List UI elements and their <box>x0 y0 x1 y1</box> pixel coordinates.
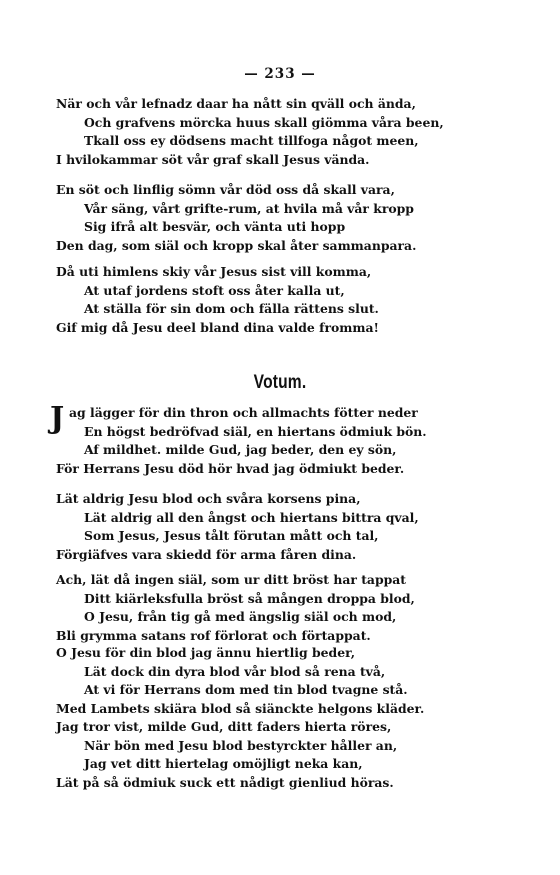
section-heading: Votum. <box>253 372 307 393</box>
verse-line: Jag tror vist, milde Gud, ditt faders hierta röres, <box>56 719 392 734</box>
stanza-top-3 <box>56 263 526 337</box>
stanza-bottom-5 <box>56 718 526 792</box>
verse-line: En högst bedröfvad siäl, en hiertans ödmiuk bön. <box>84 423 427 439</box>
verse-line: At vi för Herrans dom med tin blod tvagne stå. <box>84 682 408 698</box>
verse-line: Med Lambets skiära blod så siänckte helgons kläder. <box>56 700 425 716</box>
verse-line: Vår säng, vårt grifte-rum, at hvila må vår kropp <box>84 200 414 216</box>
drop-cap: J <box>50 401 65 436</box>
verse-line: Lät aldrig Jesu blod och svåra korsens pina, <box>56 491 361 506</box>
verse-line: Lät dock din dyra blod vår blod så rena två, <box>84 663 386 679</box>
verse-line: En söt och linflig sömn vår död oss då skall vara, <box>56 182 395 197</box>
stanza-bottom-2 <box>56 490 526 564</box>
verse-line: I hvilokammar söt vår graf skall Jesus vända. <box>56 151 370 167</box>
verse-line: Den dag, som siäl och kropp skal åter sammanpara. <box>56 237 417 253</box>
verse-line: Lät aldrig all den ångst och hiertans bittra qval, <box>84 509 419 525</box>
verse-line: Då uti himlens skiy vår Jesus sist vill komma, <box>56 264 372 279</box>
stanza-top-2 <box>56 181 526 255</box>
stanza-bottom-3 <box>56 571 526 645</box>
verse-line: Gif mig då Jesu deel bland dina valde fromma! <box>56 319 379 335</box>
verse-line: At utaf jordens stoft oss åter kalla ut, <box>84 282 345 298</box>
verse-line: Sig ifrå alt besvär, och vänta uti hopp <box>84 219 346 235</box>
verse-line: För Herrans Jesu död hör hvad jag ödmiukt beder. <box>56 460 405 476</box>
verse-line: ag lägger för din thron och allmachts fötter neder <box>69 405 418 420</box>
verse-line: Ditt kiärleksfulla bröst så mången droppa blod, <box>84 590 415 606</box>
verse-line: Ach, lät då ingen siäl, som ur ditt bröst har tappat <box>56 572 407 587</box>
verse-line: När och vår lefnadz daar ha nått sin qväll och ända, <box>56 96 416 111</box>
verse-line: Bli grymma satans rof förlorat och förtappat. <box>56 627 371 643</box>
verse-line: Förgiäfves vara skiedd för arma fåren dina. <box>56 546 357 562</box>
verse-line: Och grafvens mörcka huus skall giömma våra been, <box>84 114 444 130</box>
verse-line: O Jesu för din blod jag ännu hiertlig beder, <box>56 645 356 660</box>
verse-line: Jag vet ditt hiertelag omöjligt neka kan, <box>84 756 363 772</box>
stanza-bottom-4 <box>56 644 526 718</box>
verse-line: Lät på så ödmiuk suck ett nådigt gienliud höras. <box>56 774 394 790</box>
verse-line: Af mildhet. milde Gud, jag beder, den ey sön, <box>84 442 397 458</box>
verse-line: Som Jesus, Jesus tålt förutan mått och tal, <box>84 528 379 544</box>
verse-line: At ställa för sin dom och fälla rättens slut. <box>84 301 379 317</box>
stanza-top-1 <box>56 95 526 169</box>
stanza-bottom-1 <box>56 404 526 478</box>
verse-line: O Jesu, från tig gå med ängslig siäl och mod, <box>84 609 397 625</box>
verse-line: Tkall oss ey dödsens macht tillfoga något meen, <box>84 133 419 149</box>
verse-line: När bön med Jesu blod bestyrckter håller an, <box>84 737 398 753</box>
page-number: — 233 — <box>244 66 316 82</box>
